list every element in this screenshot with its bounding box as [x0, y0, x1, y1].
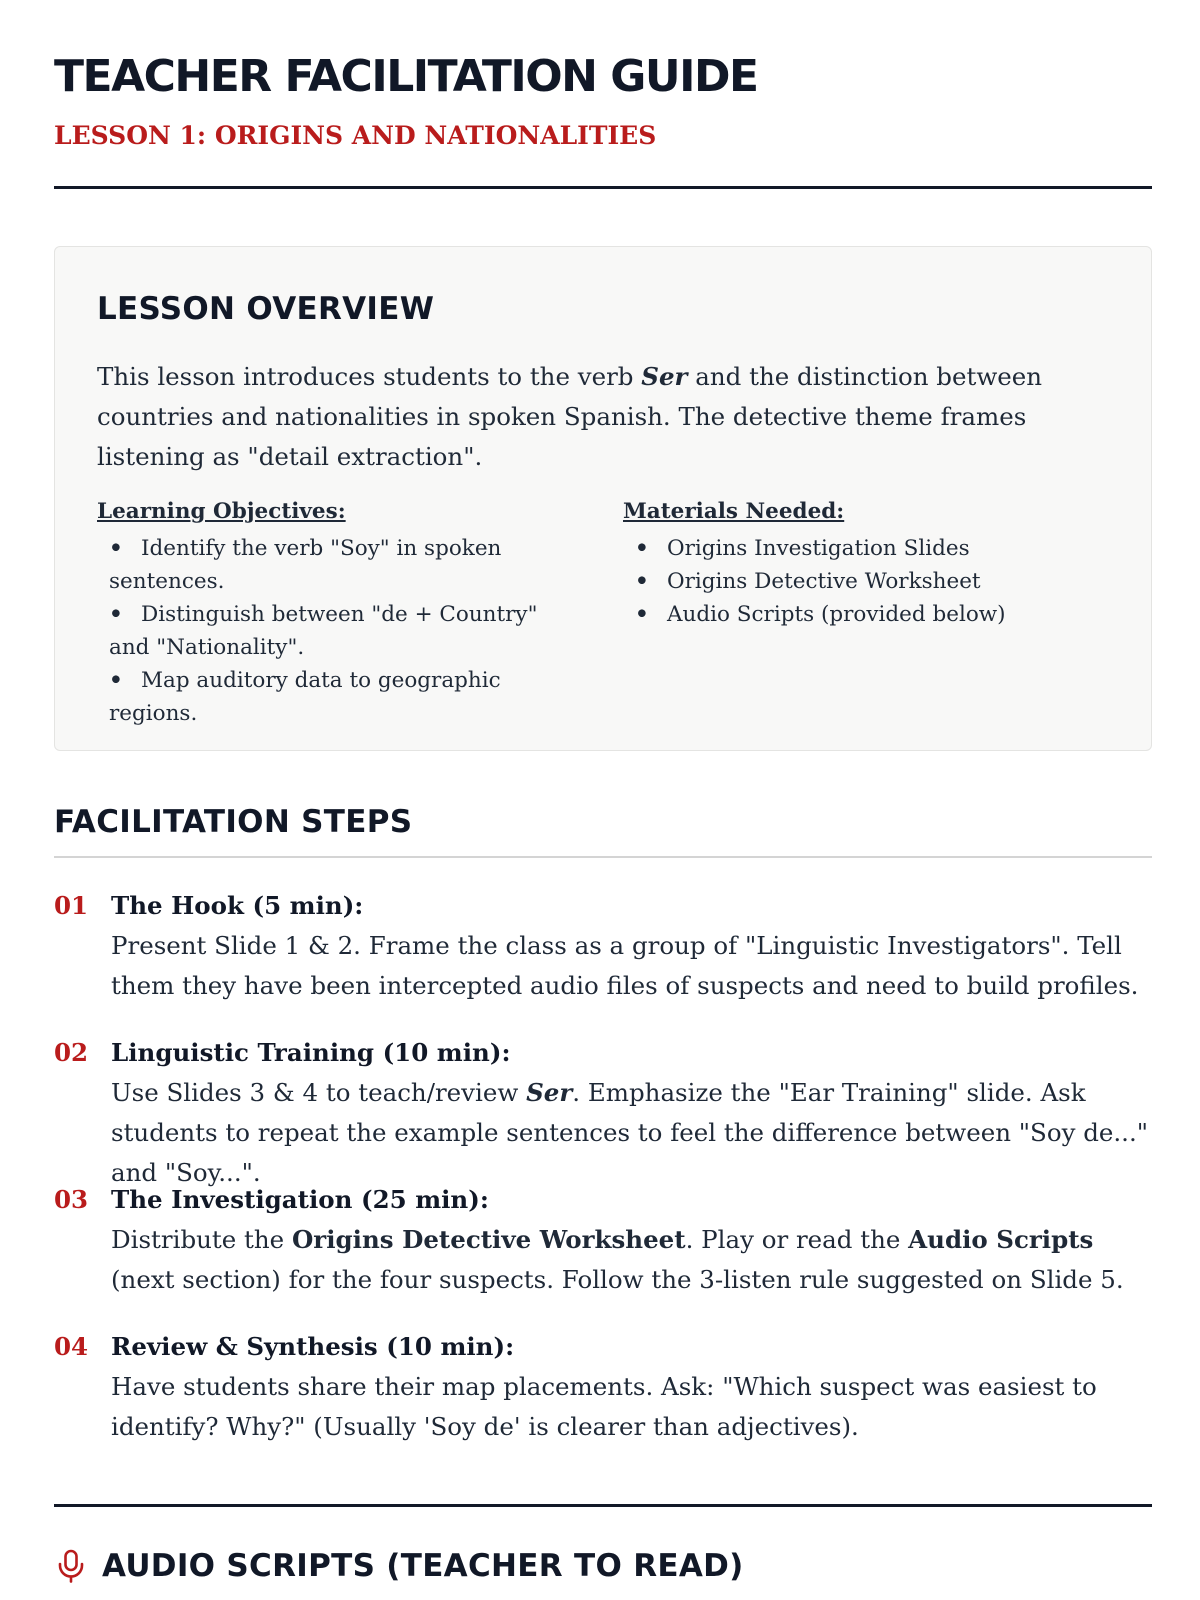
list-item: • Map auditory data to geographic regions. — [95, 664, 575, 730]
list-item: • Origins Detective Worksheet — [621, 565, 1101, 598]
objectives-list — [95, 532, 575, 730]
step-body: Present Slide 1 & 2. Frame the class as a group of "Linguistic Investigators". Tell them they have been intercepted audio files of suspects and need to build profiles. — [111, 931, 1139, 1000]
step-body: Use Slides 3 & 4 to teach/review Ser. Emphasize the "Ear Training" slide. Ask students to repeat the example sentences to feel the difference between "Soy de..." and "Soy...". — [111, 1078, 1149, 1187]
step-number: 01 — [54, 891, 89, 920]
step-number: 02 — [54, 1038, 89, 1067]
steps-divider — [54, 856, 1152, 858]
lesson-overview-panel — [54, 246, 1152, 751]
objectives-heading: Learning Objectives: — [97, 499, 346, 524]
steps-heading: FACILITATION STEPS — [54, 804, 413, 840]
materials-heading: Materials Needed: — [623, 499, 845, 524]
emphasis-ser: Ser — [641, 362, 688, 391]
audio-scripts-bold: Audio Scripts — [908, 1225, 1094, 1254]
section-divider — [54, 1504, 1152, 1507]
audio-scripts-heading — [56, 1548, 744, 1584]
list-item: • Identify the verb "Soy" in spoken sentences. — [95, 532, 575, 598]
step-body: Have students share their map placements. Ask: "Which suspect was easiest to identify? Why?" (Usually 'Soy de' is clearer than adjectives). — [111, 1372, 1097, 1441]
page-title: TEACHER FACILITATION GUIDE — [54, 51, 758, 102]
overview-heading: LESSON OVERVIEW — [97, 291, 435, 327]
emphasis-ser: Ser — [526, 1078, 573, 1107]
list-item: • Origins Investigation Slides — [621, 532, 1101, 565]
worksheet-bold: Origins Detective Worksheet — [291, 1225, 686, 1254]
step-title: Review & Synthesis (10 min): — [111, 1332, 515, 1361]
step-number: 04 — [54, 1332, 89, 1361]
materials-list — [621, 532, 1101, 631]
list-item: • Audio Scripts (provided below) — [621, 598, 1101, 631]
overview-text: This lesson introduces students to the verb Ser and the distinction between countries and nationalities in spoken Spanish. The detective theme frames listening as "detail extraction". — [97, 362, 1043, 471]
header-divider — [54, 186, 1152, 189]
step-body: Distribute the Origins Detective Worksheet. Play or read the Audio Scripts (next section) for the four suspects. Follow the 3-listen rule suggested on Slide 5. — [111, 1225, 1124, 1294]
list-item: • Distinguish between "de + Country" and "Nationality". — [95, 598, 575, 664]
step-title: Linguistic Training (10 min): — [111, 1038, 511, 1067]
step-title: The Investigation (25 min): — [111, 1185, 489, 1214]
audio-scripts-title: AUDIO SCRIPTS (TEACHER TO READ) — [102, 1548, 744, 1584]
step-title: The Hook (5 min): — [111, 891, 364, 920]
lesson-subtitle: LESSON 1: ORIGINS AND NATIONALITIES — [54, 121, 657, 150]
step-number: 03 — [54, 1185, 89, 1214]
microphone-icon — [56, 1549, 86, 1583]
